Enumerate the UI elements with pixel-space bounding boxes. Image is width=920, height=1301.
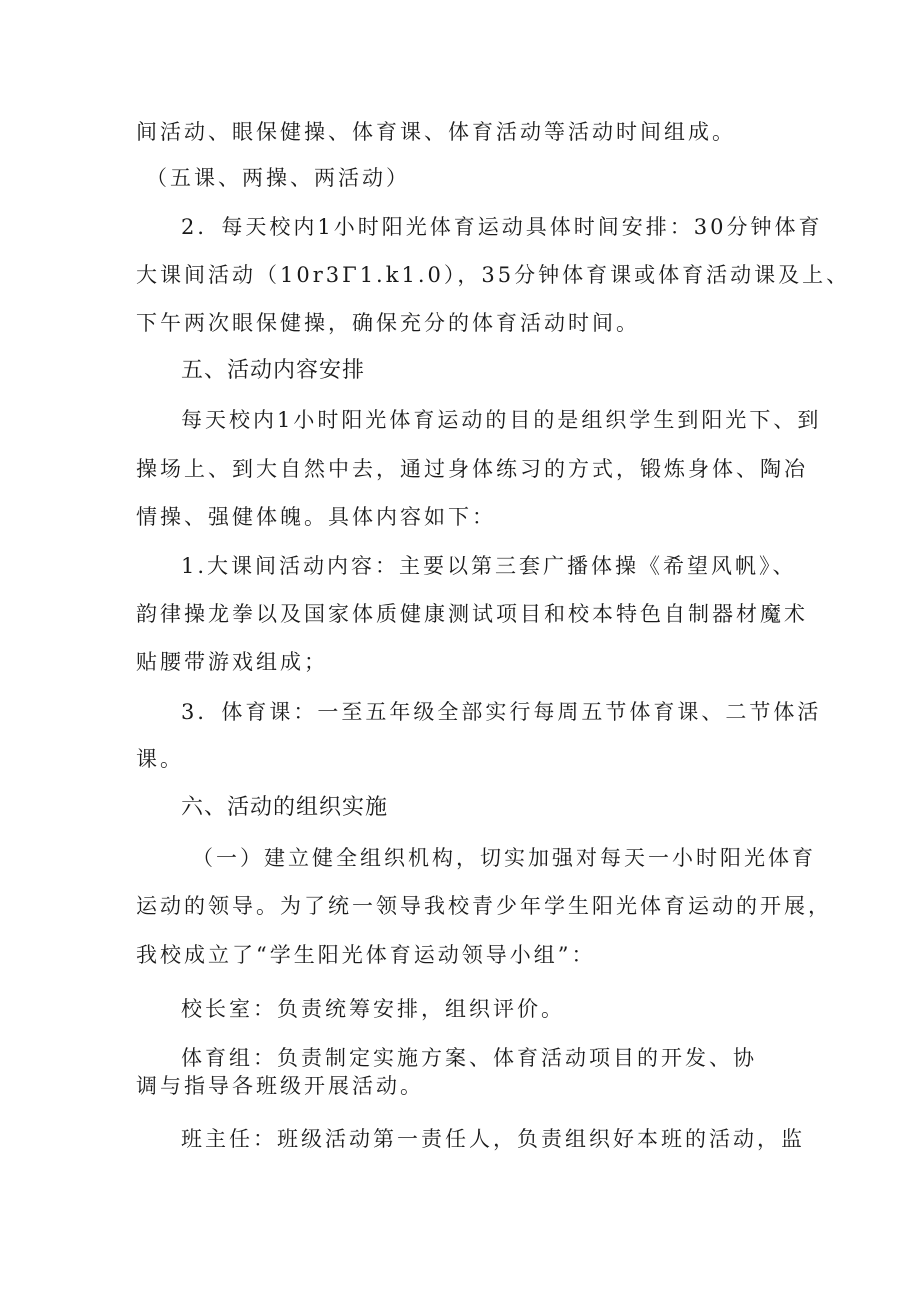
paragraph-line: 操场上、到大自然中去，通过身体练习的方式，锻炼身体、陶冶: [136, 457, 808, 481]
paragraph-line: 校长室：负责统筹安排，组织评价。: [181, 997, 565, 1021]
paragraph-line: 下午两次眼保健操，确保充分的体育活动时间。: [136, 311, 640, 335]
paragraph-line: 3．体育课：一至五年级全部实行每周五节体育课、二节体活: [181, 700, 822, 724]
paragraph-line: 班主任：班级活动第一责任人，负责组织好本班的活动，监: [181, 1127, 805, 1151]
paragraph-line: （五课、两操、两活动）: [146, 166, 410, 190]
paragraph-line: 韵律操龙拳以及国家体质健康测试项目和校本特色自制器材魔术: [136, 602, 808, 626]
section-heading-6: 六、活动的组织实施: [181, 795, 389, 820]
paragraph-line: 2．每天校内1小时阳光体育运动具体时间安排：30分钟体育: [181, 215, 823, 239]
paragraph-line: 我校成立了“学生阳光体育运动领导小组”：: [136, 943, 596, 967]
paragraph-line: 间活动、眼保健操、体育课、体育活动等活动时间组成。: [136, 120, 736, 144]
paragraph-line: 1.大课间活动内容：主要以第三套广播体操《希望风帆》、: [181, 554, 797, 578]
paragraph-line: 每天校内1小时阳光体育运动的目的是组织学生到阳光下、到: [181, 408, 822, 432]
paragraph-line: 体育组：负责制定实施方案、体育活动项目的开发、协: [181, 1046, 757, 1070]
paragraph-line: 课。: [136, 747, 184, 771]
paragraph-line: 运动的领导。为了统一领导我校青少年学生阳光体育运动的开展，: [136, 894, 832, 918]
paragraph-line: （一）建立健全组织机构，切实加强对每天一小时阳光体育: [192, 846, 816, 870]
paragraph-line: 贴腰带游戏组成；: [136, 650, 328, 674]
paragraph-line: 调与指导各班级开展活动。: [136, 1074, 424, 1098]
paragraph-line: 情操、强健体魄。具体内容如下：: [136, 505, 496, 529]
paragraph-line: 大课间活动（10r3Γ1.k1.0），35分钟体育课或体育活动课及上、: [136, 263, 851, 287]
section-heading-5: 五、活动内容安排: [181, 358, 366, 383]
